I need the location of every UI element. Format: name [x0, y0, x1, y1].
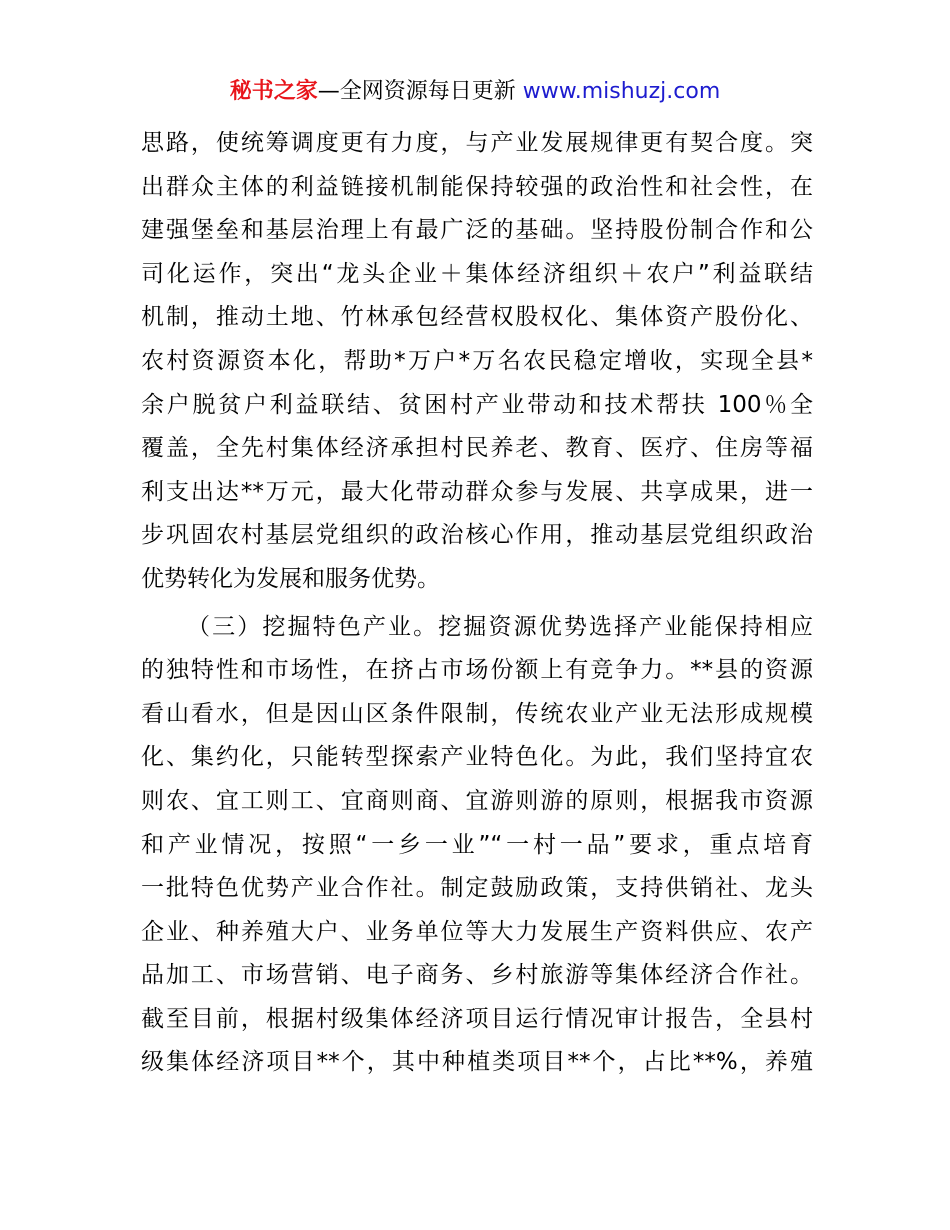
text-line: 农村资源资本化，帮助*万户*万名农民稳定增收，实现全县* — [141, 347, 813, 374]
text-line: 覆盖，全先村集体经济承担村民养老、教育、医疗、住房等福 — [141, 435, 813, 462]
text-line: 建强堡垒和基层治理上有最广泛的基础。坚持股份制合作和公 — [141, 217, 813, 244]
text-line: 企业、种养殖大户、业务单位等大力发展生产资料供应、农产 — [141, 918, 813, 945]
text-line: 和产业情况，按照“一乡一业”“一村一品”要求，重点培育 — [141, 831, 813, 858]
text-line: 看山看水，但是因山区条件限制，传统农业产业无法形成规模 — [141, 700, 813, 727]
section-heading-line: （三）挖掘特色产业。挖掘资源优势选择产业能保持相应 — [187, 613, 813, 640]
text-line: 则农、宜工则工、宜商则商、宜游则游的原则，根据我市资源 — [141, 787, 813, 814]
paragraph-2 — [141, 606, 813, 1086]
text-line: 的独特性和市场性，在挤占市场份额上有竞争力。**县的资源 — [141, 657, 813, 684]
text-line: 级集体经济项目**个，其中种植类项目**个，占比**%，养殖 — [141, 1049, 813, 1076]
text-line: 步巩固农村基层党组织的政治核心作用，推动基层党组织政治 — [141, 522, 813, 549]
paragraph-1 — [141, 122, 813, 602]
text-line: 品加工、市场营销、电子商务、乡村旅游等集体经济合作社。 — [141, 962, 813, 989]
header-tagline: —全网资源每日更新 — [317, 79, 523, 104]
page-header — [0, 76, 950, 108]
text-line: 化、集约化，只能转型探索产业特色化。为此，我们坚持宜农 — [141, 744, 813, 771]
text-line: 思路，使统筹调度更有力度，与产业发展规律更有契合度。突 — [141, 130, 813, 156]
text-line: 司化运作，突出“龙头企业＋集体经济组织＋农户”利益联结 — [141, 260, 813, 287]
header-brand: 秘书之家 — [229, 79, 318, 104]
text-line: 出群众主体的利益链接机制能保持较强的政治性和社会性，在 — [141, 173, 813, 200]
header-url[interactable]: www.mishuzj.com — [522, 79, 721, 104]
document-body — [141, 122, 813, 1085]
text-line: 截至目前，根据村级集体经济项目运行情况审计报告，全县村 — [141, 1005, 813, 1032]
text-line: 余户脱贫户利益联结、贫困村产业带动和技术帮扶 100％全 — [141, 391, 813, 418]
text-line: 机制，推动土地、竹林承包经营权股权化、集体资产股份化、 — [141, 304, 813, 331]
text-line: 利支出达**万元，最大化带动群众参与发展、共享成果，进一 — [141, 478, 813, 505]
text-line: 一批特色优势产业合作社。制定鼓励政策，支持供销社、龙头 — [141, 875, 813, 902]
text-line: 优势转化为发展和服务优势。 — [141, 565, 440, 592]
